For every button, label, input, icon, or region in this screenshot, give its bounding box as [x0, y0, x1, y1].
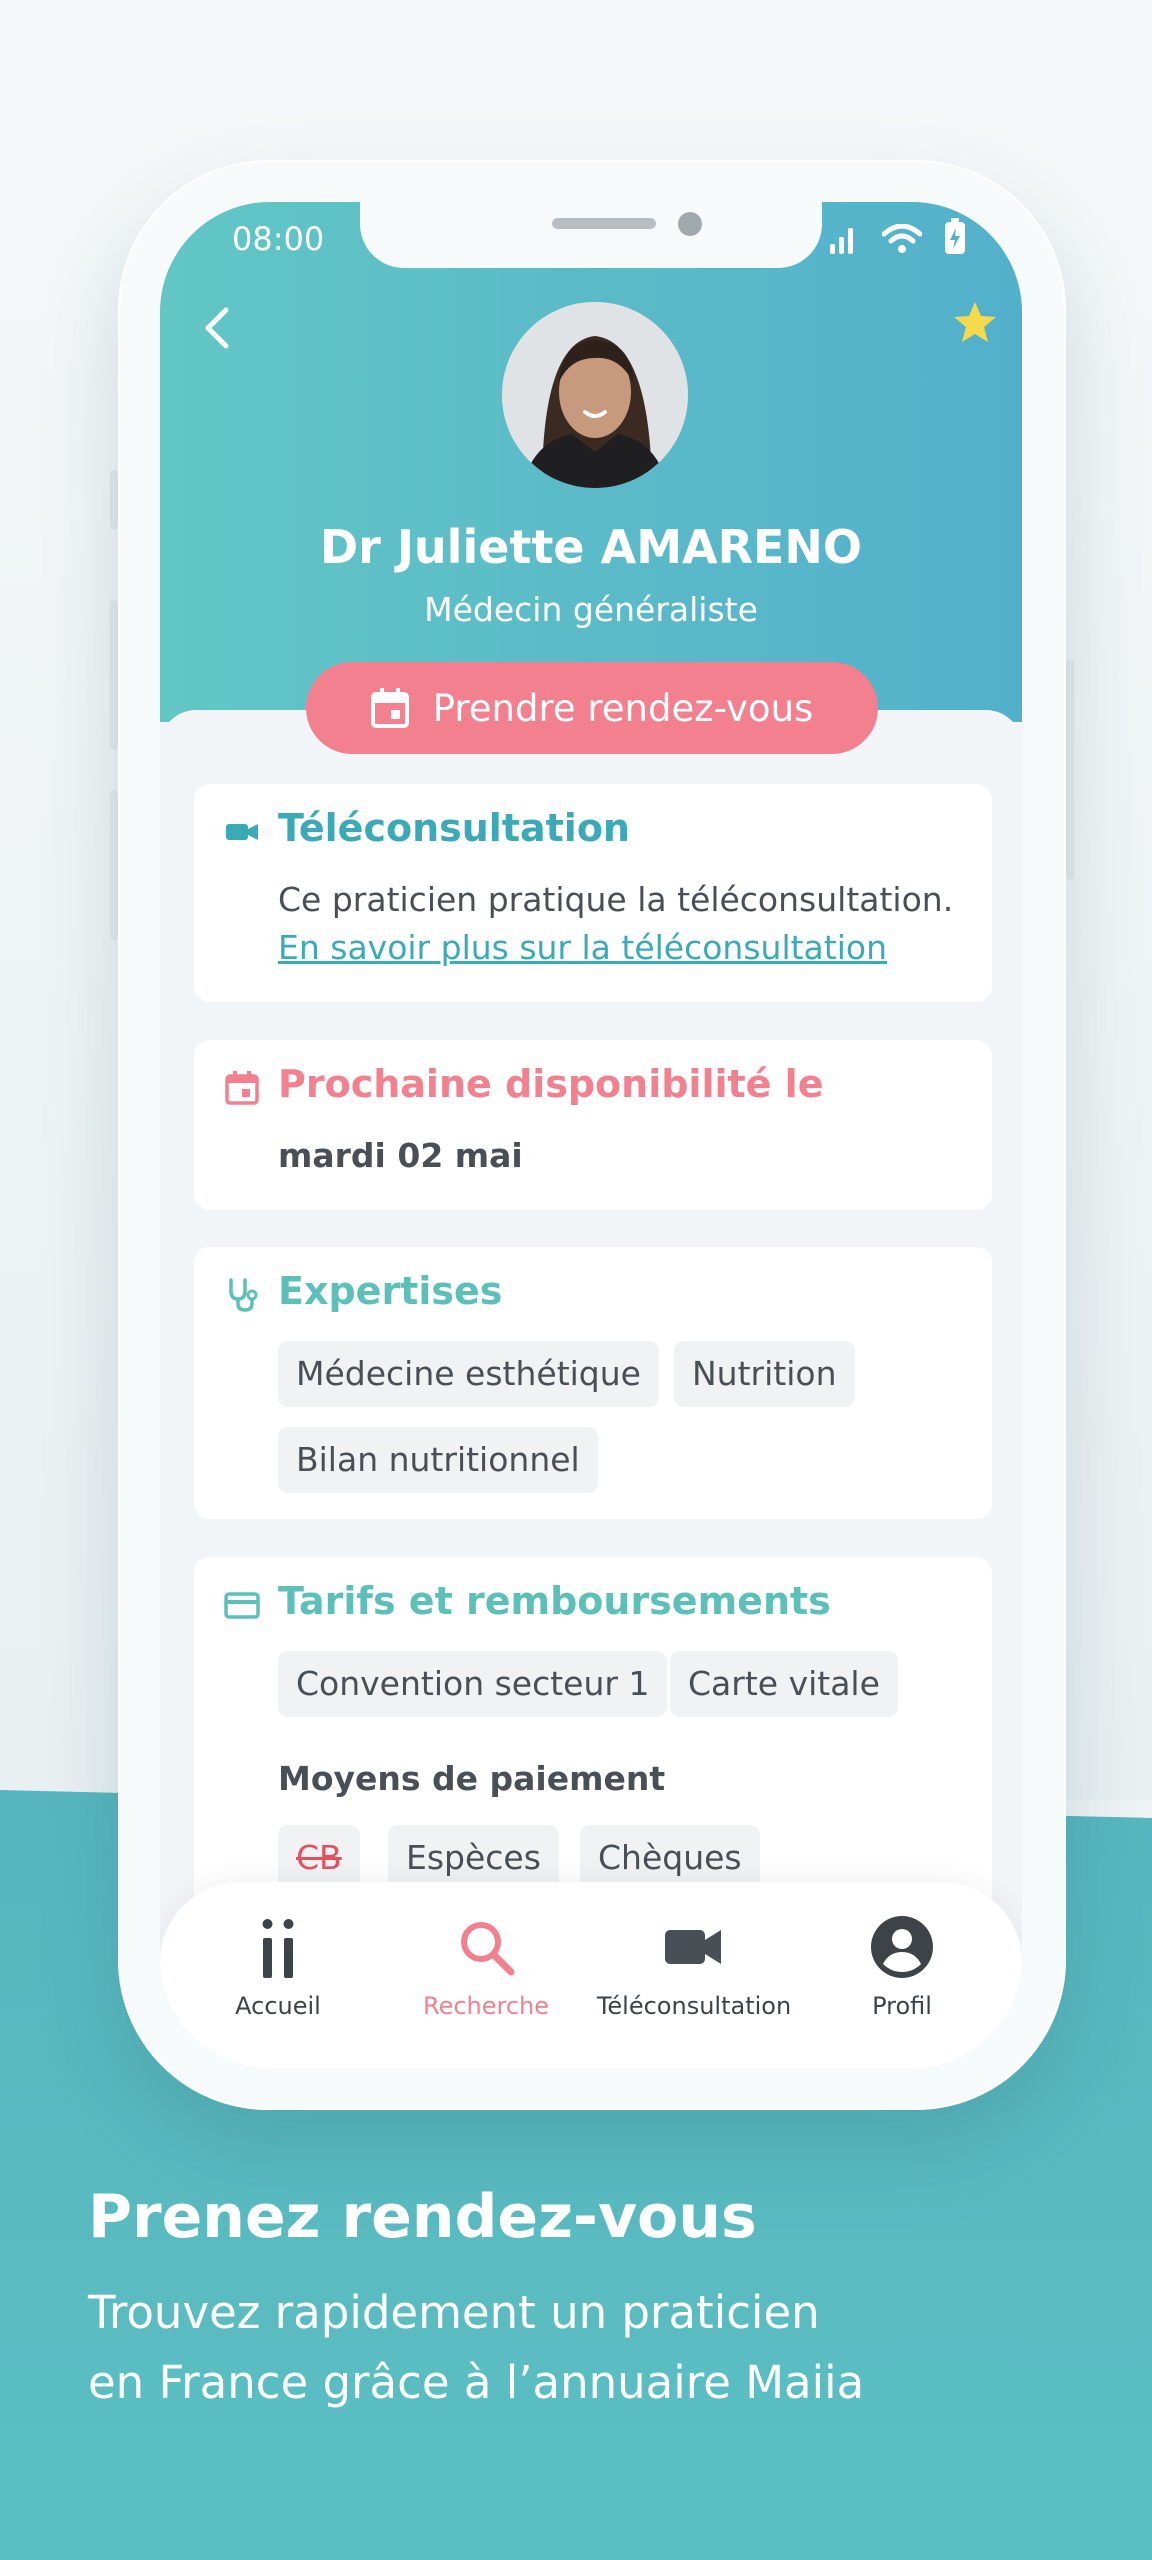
doctor-avatar [502, 302, 688, 488]
expertises-card [194, 1247, 992, 1519]
signal-icon [828, 224, 860, 254]
video-camera-icon [659, 1912, 729, 1982]
payment-chip: Chèques [580, 1825, 760, 1891]
back-arrow-icon[interactable] [190, 298, 250, 358]
promo-subtitle-line: Trouvez rapidement un praticien [88, 2286, 820, 2339]
teleconsultation-link[interactable]: En savoir plus sur la téléconsultation [278, 928, 887, 967]
status-icons [828, 218, 966, 254]
expertise-chip: Nutrition [674, 1341, 855, 1407]
phone-side-button [110, 470, 118, 530]
availability-date[interactable]: mardi 02 mai [278, 1136, 523, 1175]
phone-side-button [110, 790, 118, 940]
tab-label: Téléconsultation [596, 1992, 792, 2020]
expertise-chip: Bilan nutritionnel [278, 1427, 598, 1493]
availability-title: Prochaine disponibilité le [278, 1062, 824, 1106]
status-time: 08:00 [232, 220, 325, 258]
wifi-icon [882, 224, 922, 254]
tab-profil[interactable] [802, 1912, 1002, 2020]
doctor-photo [502, 302, 688, 488]
stethoscope-icon [224, 1277, 260, 1313]
doctor-specialty: Médecin généraliste [424, 590, 758, 629]
teleconsultation-card [194, 784, 992, 1002]
expertises-title: Expertises [278, 1269, 503, 1313]
teleconsultation-title: Téléconsultation [278, 806, 630, 850]
tab-teleconsultation[interactable] [594, 1912, 794, 2020]
profile-icon [867, 1912, 937, 1982]
tarif-chip: Carte vitale [670, 1651, 898, 1717]
expertise-chip: Médecine esthétique [278, 1341, 659, 1407]
promo-title: Prenez rendez-vous [88, 2182, 757, 2252]
book-appointment-button[interactable] [306, 662, 878, 754]
availability-card [194, 1040, 992, 1210]
tab-label: Profil [872, 1992, 932, 2020]
phone-screen [160, 202, 1022, 2068]
book-appointment-label: Prendre rendez-vous [432, 686, 814, 730]
payment-chip: Espèces [388, 1825, 559, 1891]
search-icon [451, 1912, 521, 1982]
speaker [552, 218, 656, 229]
maiia-logo-icon [243, 1912, 313, 1982]
payment-cb-unavailable: CB [296, 1838, 342, 1877]
payment-methods-title: Moyens de paiement [278, 1759, 666, 1798]
phone-side-button [110, 600, 118, 750]
tab-label: Recherche [422, 1992, 550, 2020]
phone-notch [360, 202, 822, 268]
tab-recherche[interactable] [386, 1912, 586, 2020]
front-camera [678, 212, 702, 236]
phone-side-button [1066, 660, 1074, 880]
tarif-chip: Convention secteur 1 [278, 1651, 667, 1717]
promo-subtitle [88, 2278, 1068, 2418]
favorite-star-icon[interactable] [950, 298, 1000, 348]
calendar-icon [371, 688, 409, 728]
promo-subtitle-line: en France grâce à l’annuaire Maiia [88, 2356, 865, 2409]
doctor-name: Dr Juliette AMARENO [319, 520, 863, 574]
tab-label: Accueil [235, 1992, 321, 2020]
teleconsultation-text: Ce praticien pratique la téléconsultation. [278, 880, 954, 919]
bottom-tab-bar [160, 1882, 1022, 2068]
tarifs-title: Tarifs et remboursements [278, 1579, 831, 1623]
credit-card-icon [224, 1587, 260, 1623]
video-camera-icon [224, 814, 260, 850]
tab-accueil[interactable] [178, 1912, 378, 2020]
calendar-icon [224, 1070, 260, 1106]
battery-icon [944, 218, 966, 254]
